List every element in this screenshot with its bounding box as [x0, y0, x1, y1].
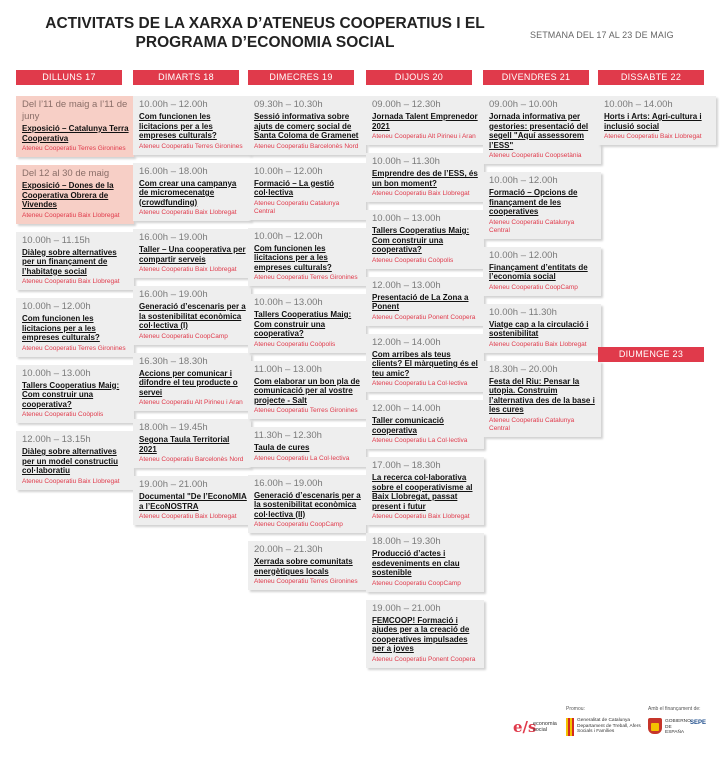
event-organizer: Ateneu Cooperatiu Catalunya Central: [254, 199, 340, 215]
event-title-link[interactable]: Com elaborar un bon pla de comunicació per al vostre projecte - Salt: [254, 376, 360, 405]
event-organizer: Ateneu Cooperatiu Terres Gironines: [22, 145, 126, 152]
event-title-link[interactable]: Com crear una campanya de micromecenatge (crowdfunding): [139, 178, 237, 207]
event-organizer: Ateneu Cooperatiu CoopCamp: [372, 579, 461, 587]
event-organizer: Ateneu Cooperatiu Terres Gironines: [22, 344, 126, 352]
event-organizer: Ateneu Cooperatiu Coopsetània: [489, 152, 582, 159]
event-time: 12.00h – 13.00h: [372, 279, 441, 291]
event-time: Del l’11 de maig a l’11 de juny: [22, 99, 128, 122]
day-header-sunday: DIUMENGE 23: [598, 347, 704, 362]
event-title-link[interactable]: Tallers Cooperatius Maig: Com construir una cooperativa?: [254, 310, 352, 338]
economia-social-text: economia social: [533, 721, 557, 733]
event-card[interactable]: [366, 400, 484, 449]
event-organizer: Ateneu Cooperatiu Barcelonès Nord: [139, 456, 244, 463]
event-title-link[interactable]: Jornada Talent Emprenedor 2021: [372, 112, 478, 131]
event-title-link[interactable]: Tallers Cooperatius Maig: Com construir una cooperativa?: [372, 226, 470, 254]
event-card[interactable]: [598, 96, 716, 145]
event-card[interactable]: [366, 533, 484, 592]
day-column: [366, 70, 486, 676]
generalitat-logo: [566, 718, 644, 742]
event-card[interactable]: [483, 361, 601, 437]
event-time: 12.00h – 14.00h: [372, 336, 441, 348]
event-card[interactable]: [16, 165, 134, 224]
event-organizer: Ateneu Cooperatiu Baix Llobregat: [22, 211, 120, 219]
event-time: 10.00h – 12.00h: [22, 301, 91, 312]
event-organizer: Ateneu Cooperatiu Baix Llobregat: [22, 477, 120, 485]
event-organizer: Ateneu Cooperatiu Coòpolis: [254, 340, 336, 348]
event-card[interactable]: [133, 353, 251, 412]
event-organizer: Ateneu Cooperatiu Coòpolis: [372, 256, 454, 264]
event-time: 10.00h – 13.00h: [22, 367, 91, 379]
event-card[interactable]: [248, 475, 366, 534]
event-organizer: Ateneu Cooperatiu CoopCamp: [254, 521, 343, 528]
event-card[interactable]: [133, 96, 251, 155]
event-organizer: Ateneu Cooperatiu Terres Gironines: [139, 142, 243, 150]
event-card[interactable]: [16, 431, 134, 490]
event-title-link[interactable]: Accions per comunicar i difondre el teu producte o servei: [139, 368, 238, 397]
event-card[interactable]: [248, 427, 366, 467]
event-time: 16.00h – 19.00h: [139, 232, 208, 243]
event-organizer: Ateneu Cooperatiu Alt Pirineu i Aran: [372, 133, 476, 140]
event-time: 10.00h – 13.00h: [372, 213, 441, 224]
event-title-link[interactable]: Festa del Riu: Pensar la utopia. Construim l’alternativa des de la base i les cures: [489, 376, 595, 414]
week-range: SETMANA DEL 17 AL 23 DE MAIG: [530, 30, 674, 40]
event-title-link[interactable]: Exposició – Catalunya Terra Cooperativa: [22, 124, 129, 143]
event-title-link[interactable]: Com arribes als teus clients? El màrqueting és el teu amic?: [372, 349, 478, 378]
day-header: DIJOUS 20: [366, 70, 472, 85]
economia-social-mark: e/s: [513, 718, 537, 736]
event-card[interactable]: [16, 298, 134, 357]
generalitat-text: Generalitat de Catalunya Departament de Treball, Afers Socials i Famílies: [577, 718, 641, 735]
event-title-link[interactable]: Com funcionen les licitacions per a les empreses culturals?: [139, 112, 217, 140]
event-card[interactable]: [16, 365, 134, 424]
event-card[interactable]: [16, 232, 134, 291]
event-organizer: Ateneu Cooperatiu Baix Llobregat: [372, 190, 470, 197]
page-title: ACTIVITATS DE LA XARXA D’ATENEUS COOPERATIUS I EL PROGRAMA D’ECONOMIA SOCIAL: [45, 15, 485, 51]
sunday-column: [598, 347, 718, 373]
event-time: 10.00h – 12.00h: [254, 230, 323, 242]
event-time: 20.00h – 21.30h: [254, 544, 323, 555]
day-header: DILLUNS 17: [16, 70, 122, 85]
event-organizer: Ateneu Cooperatiu Alt Pirineu i Aran: [139, 399, 243, 406]
event-organizer: Ateneu Cooperatiu Catalunya Central: [489, 218, 575, 234]
event-title-link[interactable]: Finançament d’entitats de l’economia social: [489, 262, 588, 281]
event-card[interactable]: [248, 228, 366, 287]
event-title-link[interactable]: Segona Taula Territorial 2021: [139, 435, 230, 454]
event-card[interactable]: [366, 600, 484, 668]
event-organizer: Ateneu Cooperatiu Baix Llobregat: [372, 513, 470, 520]
event-time: 17.00h – 18.30h: [372, 460, 441, 471]
event-title-link[interactable]: Taller comunicació cooperativa: [372, 416, 444, 435]
event-title-link[interactable]: Com funcionen les licitacions per a les empreses culturals?: [254, 243, 332, 272]
event-title-link[interactable]: Emprendre des de l’ESS, és un bon moment?: [372, 169, 478, 188]
event-time: 18.30h – 20.00h: [489, 363, 558, 375]
event-time: 09.30h – 10.30h: [254, 99, 323, 110]
event-organizer: Ateneu Cooperatiu Terres Gironines: [254, 274, 358, 281]
event-organizer: Ateneu Cooperatiu Baix Llobregat: [139, 266, 237, 273]
sepe-text: SEPE: [690, 720, 707, 726]
event-card[interactable]: [16, 96, 134, 157]
event-card[interactable]: [248, 294, 366, 353]
event-card[interactable]: [483, 172, 601, 239]
event-card[interactable]: [366, 457, 484, 525]
event-time: 18.00h – 19.45h: [139, 422, 208, 433]
event-card[interactable]: [366, 334, 484, 393]
event-title-link[interactable]: Formació – Opcions de finançament de les cooperatives: [489, 188, 578, 216]
day-header: DIMECRES 19: [248, 70, 354, 85]
event-title-link[interactable]: Exposició – Dones de la Cooperativa Obrera de Vivendes: [22, 181, 114, 209]
event-organizer: Ateneu Cooperatiu Baix Llobregat: [139, 209, 237, 216]
event-organizer: Ateneu Cooperatiu Baix Llobregat: [22, 278, 120, 285]
event-title-link[interactable]: Xerrada sobre comunitats energètiques locals: [254, 557, 353, 576]
event-time: 11.00h – 13.00h: [254, 363, 322, 375]
event-organizer: Ateneu Cooperatiu Coòpolis: [22, 411, 104, 418]
day-header: DIVENDRES 21: [483, 70, 589, 85]
event-organizer: Ateneu Cooperatiu Terres Gironines: [254, 578, 358, 585]
event-time: 16.00h – 18.00h: [139, 165, 208, 177]
event-time: 12.00h – 13.15h: [22, 434, 91, 445]
event-card[interactable]: [483, 304, 601, 353]
event-organizer: Ateneu Cooperatiu Ponent Coopera: [372, 313, 476, 321]
event-card[interactable]: [248, 163, 366, 220]
event-organizer: Ateneu Cooperatiu Baix Llobregat: [139, 513, 237, 520]
event-organizer: Ateneu Cooperatiu Catalunya Central: [489, 416, 575, 432]
event-time: 09.00h – 12.30h: [372, 99, 441, 110]
event-card[interactable]: [133, 229, 251, 278]
event-title-link[interactable]: Producció d’actes i esdeveniments en clau sostenible: [372, 549, 460, 577]
event-time: 10.00h – 12.00h: [254, 165, 323, 177]
event-time: 12.00h – 14.00h: [372, 403, 441, 414]
event-organizer: Ateneu Cooperatiu Baix Llobregat: [604, 133, 702, 140]
event-time: 16.00h – 19.00h: [139, 289, 208, 300]
event-time: 10.00h – 11.15h: [22, 234, 90, 246]
funded-by-label: Amb el finançament de:: [648, 706, 701, 712]
event-title-link[interactable]: La recerca col·laborativa sobre el cooperativisme al Baix Llobregat, passat present i futur: [372, 473, 473, 511]
event-card[interactable]: [248, 541, 366, 590]
event-title-link[interactable]: Com funcionen les licitacions per a les empreses culturals?: [22, 314, 100, 342]
event-time: 16.30h – 18.30h: [139, 355, 208, 367]
event-time: 10.00h – 12.00h: [489, 249, 558, 261]
event-title-link[interactable]: Formació – La gestió col·lectiva: [254, 178, 335, 197]
event-organizer: Ateneu Cooperatiu La Col·lectiva: [372, 380, 468, 387]
event-title-link[interactable]: Horts i Arts: Agri-cultura i inclusió social: [604, 112, 702, 131]
event-time: 11.30h – 12.30h: [254, 430, 322, 441]
event-card[interactable]: [248, 96, 366, 155]
event-time: 19.00h – 21.00h: [139, 479, 208, 490]
event-time: 18.00h – 19.30h: [372, 536, 441, 547]
day-column: [16, 70, 136, 498]
event-title-link[interactable]: Jornada informativa per gestories: presentació del segell "Aquí assessorem l’ESS": [489, 112, 589, 150]
event-card[interactable]: [483, 96, 601, 164]
gobierno-sepe-logo: [648, 716, 708, 740]
event-title-link[interactable]: Generació d’escenaris per a la sostenibilitat econòmica col·lectiva (I): [139, 302, 246, 330]
event-title-link[interactable]: Presentació de La Zona a Ponent: [372, 292, 469, 311]
day-column: [598, 70, 718, 153]
event-card[interactable]: [366, 153, 484, 202]
event-time: Del 12 al 30 de maig: [22, 168, 110, 179]
event-organizer: Ateneu Cooperatiu CoopCamp: [139, 332, 228, 340]
event-organizer: Ateneu Cooperatiu CoopCamp: [489, 283, 578, 291]
day-header: DISSABTE 22: [598, 70, 704, 85]
event-title-link[interactable]: Generació d’escenaris per a la sostenibilitat econòmica col·lectiva (II): [254, 490, 361, 519]
event-time: 10.00h – 11.30h: [372, 156, 440, 167]
event-organizer: Ateneu Cooperatiu Baix Llobregat: [489, 340, 587, 348]
event-title-link[interactable]: Taula de cures: [254, 443, 310, 452]
event-card[interactable]: [366, 277, 484, 326]
event-organizer: Ateneu Cooperatiu Terres Gironines: [254, 407, 358, 414]
event-card[interactable]: [248, 361, 366, 420]
spain-shield-icon: [648, 718, 662, 734]
event-time: 10.00h – 12.00h: [489, 175, 558, 186]
event-title-link[interactable]: Diàleg sobre alternatives per un model constructiu col·laboratiu: [22, 447, 119, 475]
senyera-icon: [566, 718, 574, 736]
event-title-link[interactable]: Taller – Una cooperativa per compartir serveis: [139, 245, 246, 264]
event-title-link[interactable]: Tallers Cooperatius Maig: Com construir una cooperativa?: [22, 380, 120, 409]
day-column: [483, 70, 603, 445]
event-card[interactable]: [133, 286, 251, 345]
event-title-link[interactable]: Documental "De l’EconoMIA a l’EcoNOSTRA: [139, 492, 247, 511]
event-card[interactable]: [133, 476, 251, 525]
event-card[interactable]: [366, 96, 484, 145]
event-card[interactable]: [133, 163, 251, 222]
event-title-link[interactable]: FEMCOOP! Formació i ajudes per a la creació de cooperatives impulsades per a joves: [372, 615, 470, 653]
day-column: [133, 70, 253, 533]
event-title-link[interactable]: Diàleg sobre alternatives per un finançament de l’habitatge social: [22, 247, 117, 276]
event-time: 10.00h – 14.00h: [604, 99, 673, 110]
event-organizer: Ateneu Cooperatiu La Col·lectiva: [372, 437, 468, 444]
event-organizer: Ateneu Cooperatiu La Col·lectiva: [254, 454, 350, 462]
event-title-link[interactable]: Sessió informativa sobre ajuts de comerç social de Santa Coloma de Gramenet: [254, 112, 359, 140]
event-time: 09.00h – 10.00h: [489, 99, 558, 110]
event-organizer: Ateneu Cooperatiu Barcelonès Nord: [254, 142, 359, 150]
day-header: DIMARTS 18: [133, 70, 239, 85]
economia-social-logo: [513, 718, 563, 740]
event-card[interactable]: [366, 210, 484, 269]
event-time: 19.00h – 21.00h: [372, 602, 441, 614]
day-column: [248, 70, 368, 598]
gobierno-text: GOBIERNO DE ESPAÑA: [665, 719, 691, 736]
promoted-by-label: Promou:: [566, 706, 585, 712]
event-time: 10.00h – 11.30h: [489, 306, 557, 318]
event-organizer: Ateneu Cooperatiu Ponent Coopera: [372, 655, 476, 663]
event-title-link[interactable]: Viatge cap a la circulació i sostenibilitat: [489, 319, 589, 338]
event-card[interactable]: [133, 419, 251, 468]
event-time: 10.00h – 13.00h: [254, 297, 323, 308]
event-card[interactable]: [483, 247, 601, 296]
event-time: 10.00h – 12.00h: [139, 99, 208, 110]
event-time: 16.00h – 19.00h: [254, 477, 323, 489]
